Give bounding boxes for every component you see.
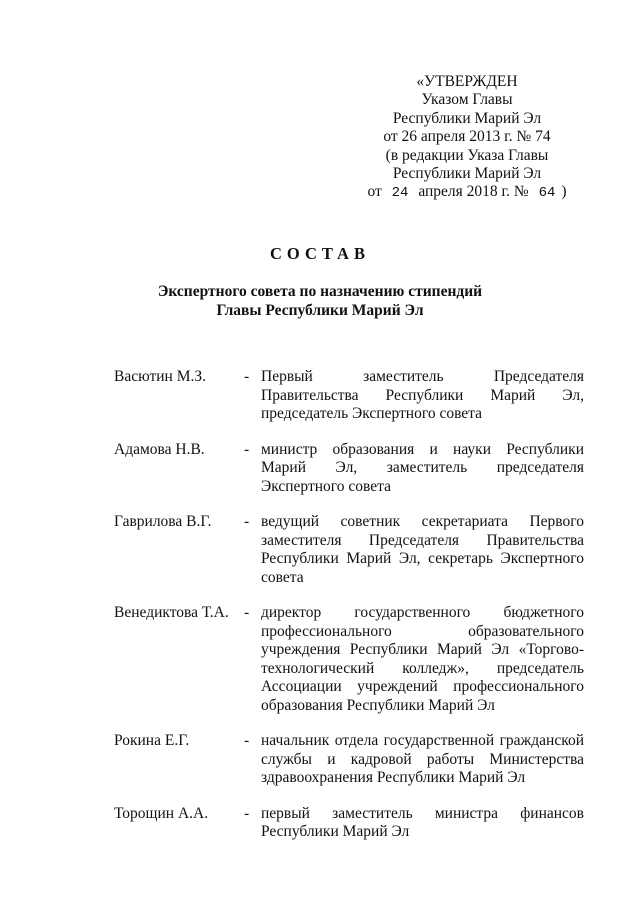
members-list <box>114 368 584 859</box>
member-dash: - <box>244 368 250 385</box>
member-dash: - <box>244 440 250 458</box>
member-name: Васютин М.З. <box>114 368 207 385</box>
member-name: Торощин А.А. <box>114 804 209 822</box>
member-dash: - <box>244 732 250 749</box>
document-subtitle <box>0 282 640 320</box>
approval-line-dated <box>352 183 582 202</box>
member-row <box>114 805 584 842</box>
member-role: первый заместитель министра финансов Республики Марий Эл <box>261 804 584 840</box>
member-role: министр образования и науки Республики Марий Эл, заместитель председателя Экспертного совета <box>261 440 584 495</box>
subtitle-line: Главы Республики Марий Эл <box>216 302 424 319</box>
member-dash: - <box>244 804 250 822</box>
member-row <box>114 368 584 424</box>
document-title: СОСТАВ <box>270 244 370 263</box>
member-row <box>114 441 584 497</box>
approval-date-suffix: ) <box>561 183 567 201</box>
member-name: Гаврилова В.Г. <box>114 513 212 530</box>
approval-line: Республики Марий Эл <box>392 165 542 183</box>
member-name: Рокина Е.Г. <box>114 732 190 749</box>
approval-line: Республики Марий Эл <box>392 109 542 127</box>
approval-line: от 26 апреля 2013 г. № 74 <box>383 128 551 146</box>
approval-line: (в редакции Указа Главы <box>385 146 549 164</box>
approval-line: «УТВЕРЖДЕН <box>416 73 518 90</box>
member-dash: - <box>244 513 250 530</box>
subtitle-line: Экспертного совета по назначению стипендий <box>157 283 483 300</box>
member-name: Венедиктова Т.А. <box>114 604 229 621</box>
approval-decree-number: 64 <box>538 185 556 202</box>
member-row <box>114 513 584 587</box>
member-role: директор государственного бюджетного профессионального образовательного учреждения Республики Марий Эл «Торгово-технологический колледж», председатель Ассоциации учреждений профессионального образования Республики Марий Эл <box>261 604 584 714</box>
approval-stamp <box>352 73 582 203</box>
member-row <box>114 604 584 715</box>
approval-date-prefix: от <box>367 183 382 201</box>
approval-date-middle: апреля 2018 г. № <box>418 183 529 201</box>
approval-date-day: 24 <box>391 185 409 202</box>
member-role: начальник отдела государственной гражданской службы и кадровой работы Министерства здравоохранения Республики Марий Эл <box>261 732 584 786</box>
member-row <box>114 732 584 788</box>
member-role: Первый заместитель Председателя Правительства Республики Марий Эл, председатель Экспертного совета <box>261 368 584 422</box>
member-dash: - <box>244 604 250 621</box>
member-name: Адамова Н.В. <box>114 440 205 458</box>
member-role: ведущий советник секретариата Первого заместителя Председателя Правительства Республики Марий Эл, секретарь Экспертного совета <box>261 513 584 586</box>
approval-line: Указом Главы <box>421 91 513 109</box>
